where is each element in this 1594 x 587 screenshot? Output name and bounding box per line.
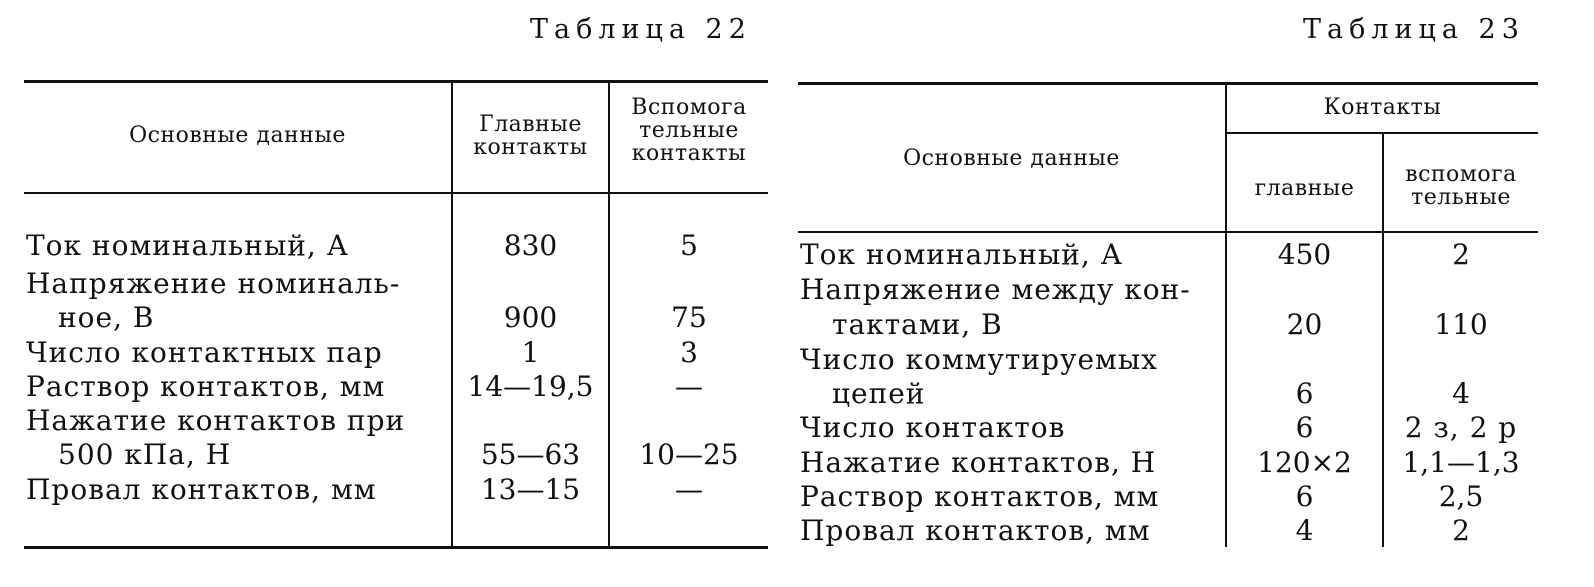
- table-23-header-main: главные: [1254, 176, 1355, 201]
- header-line: Главные: [479, 112, 582, 137]
- table-23-caption: Таблица 23: [1303, 14, 1525, 45]
- table-23-header-param: Основные данные: [903, 146, 1120, 171]
- table-22-caption: Таблица 22: [530, 14, 752, 45]
- table-23-cell-main: 6: [1295, 411, 1314, 444]
- table-23-row-label: Ток номинальный, А: [800, 238, 1123, 271]
- table-22-cell-main: 1: [521, 336, 540, 369]
- table-23-top-rule: [798, 82, 1538, 85]
- table-22-row-label: Число контактных пар: [26, 336, 383, 369]
- header-line: тельные: [639, 118, 739, 143]
- table-22-cell-main: 14—19,5: [467, 370, 594, 403]
- table-23-cell-aux: 2,5: [1438, 480, 1484, 513]
- table-22-row-label: Ток номинальный, А: [26, 229, 349, 262]
- table-23-cell-main: 4: [1295, 514, 1314, 547]
- header-line: контакты: [631, 141, 747, 166]
- header-line: Вспомога: [631, 95, 747, 120]
- table-22-bottom-rule: [24, 546, 768, 549]
- table-22-row-label: Нажатие контактов при: [26, 404, 406, 437]
- table-22-cell-main: 55—63: [480, 438, 581, 471]
- header-line: контакты: [473, 135, 588, 160]
- table-22-row-label: Напряжение номиналь-: [26, 267, 401, 300]
- table-23-row-label: Раствор контактов, мм: [800, 480, 1160, 513]
- table-22-row-label: Провал контактов, мм: [26, 473, 377, 506]
- table-23-row-label: Число контактов: [800, 411, 1066, 444]
- table-22-cell-main: 900: [503, 301, 558, 334]
- table-23-row-label: Напряжение между кон-: [800, 273, 1191, 306]
- table-22-header-aux: [610, 96, 768, 165]
- table-22-cell-aux: —: [675, 473, 703, 506]
- header-line: вспомога: [1405, 162, 1517, 187]
- table-23-cell-aux: 2 з, 2 р: [1404, 411, 1518, 444]
- table-23-cell-main: 20: [1286, 308, 1323, 341]
- table-23-cell-aux: 1,1—1,3: [1402, 446, 1520, 479]
- table-22-header-param: Основные данные: [129, 123, 346, 148]
- table-23-header-aux: [1384, 163, 1538, 209]
- table-22-header-main: [453, 113, 608, 159]
- table-22-top-rule: [24, 80, 768, 83]
- table-23-cell-aux: 2: [1452, 238, 1470, 271]
- table-23-cell-main: 450: [1277, 238, 1332, 271]
- table-22-cell-aux: 5: [680, 229, 698, 262]
- table-22-row-label: Раствор контактов, мм: [26, 370, 386, 403]
- table-23-header-group: Контакты: [1323, 95, 1442, 120]
- table-22-cell-aux: 10—25: [639, 438, 739, 471]
- table-23-row-label-cont: тактами, В: [832, 308, 1003, 341]
- table-22-cell-aux: 3: [680, 336, 698, 369]
- table-23-cell-aux: 4: [1452, 377, 1470, 410]
- header-line: тельные: [1411, 185, 1511, 210]
- table-23-cell-aux: 110: [1434, 308, 1488, 341]
- table-23-row-label-cont: цепей: [832, 377, 926, 410]
- table-23-row-label: Число коммутируемых: [800, 343, 1158, 376]
- table-22-cell-main: 830: [503, 229, 558, 262]
- table-23-cell-main: 120×2: [1257, 446, 1352, 479]
- table-22-cell-aux: 75: [671, 301, 707, 334]
- table-23-cell-main: 6: [1295, 377, 1314, 410]
- table-23-cell-aux: 2: [1452, 514, 1470, 547]
- table-22-cell-aux: —: [675, 370, 703, 403]
- table-22-row-label-cont: 500 кПа, Н: [58, 438, 232, 471]
- table-22-row-label-cont: ное, В: [58, 301, 155, 334]
- table-23-cell-main: 6: [1295, 480, 1314, 513]
- table-22-header-rule: [24, 192, 768, 194]
- table-22-cell-main: 13—15: [480, 473, 581, 506]
- table-23-row-label: Провал контактов, мм: [800, 514, 1151, 547]
- table-23-header-rule: [798, 231, 1538, 233]
- table-23-row-label: Нажатие контактов, Н: [800, 446, 1157, 479]
